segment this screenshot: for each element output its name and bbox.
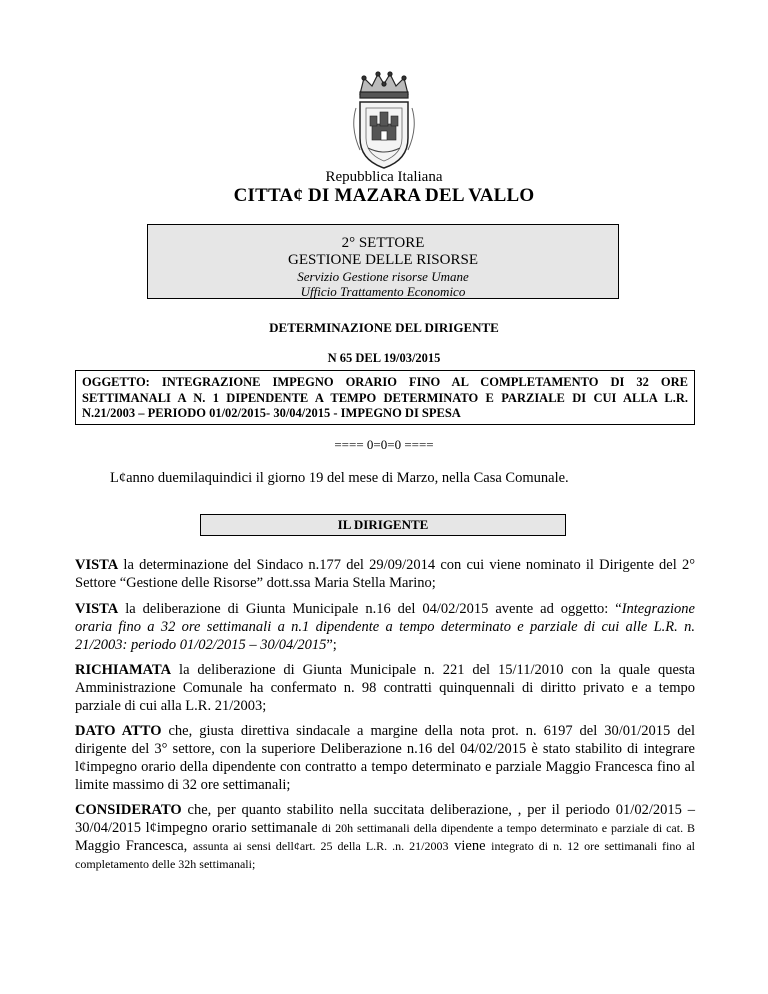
- paragraph-end: ”;: [326, 637, 337, 653]
- paragraph-considerato: [75, 801, 695, 873]
- paragraph-text: che, per quanto stabilito nella succitata deliberazione, , per il periodo 01/02/2015 – 30/04/2015 l¢impegno orario settimanale: [75, 802, 695, 836]
- paragraph-small-text: di 20h settimanali della dipendente a tempo determinato e parziale di cat. B: [321, 821, 695, 835]
- intro-text: L¢anno duemilaquindici il giorno 19 del mese di Marzo, nella Casa Comunale.: [110, 470, 569, 486]
- determination-title: DETERMINAZIONE DEL DIRIGENTE: [269, 320, 499, 335]
- paragraph-text: la deliberazione di Giunta Municipale n.16 del 04/02/2015 avente ad oggetto: “: [118, 601, 622, 617]
- director-heading: IL DIRIGENTE: [200, 514, 566, 536]
- sector-name: GESTIONE DELLE RISORSE: [288, 252, 478, 268]
- paragraph-text: Maggio Francesca,: [75, 838, 193, 854]
- separator: ==== 0=0=0 ====: [334, 437, 434, 452]
- sector-box: [147, 224, 619, 299]
- paragraph-text: la determinazione del Sindaco n.177 del 29/09/2014 con cui viene nominato il Dirigente del 2° Settore “Gestione delle Risorse” dott.ssa Maria Stella Marino;: [75, 557, 695, 591]
- paragraph-vista-2: [75, 600, 695, 654]
- city-title: CITTA¢ DI MAZARA DEL VALLO: [233, 185, 535, 206]
- service-name: Servizio Gestione risorse Umane: [297, 269, 469, 284]
- office-name: Ufficio Trattamento Economico: [300, 284, 466, 299]
- paragraph-lead: DATO ATTO: [75, 723, 162, 739]
- paragraph-lead: VISTA: [75, 557, 119, 573]
- paragraph-lead: VISTA: [75, 601, 119, 617]
- city-crest-emblem: [346, 68, 422, 172]
- paragraph-lead: RICHIAMATA: [75, 662, 172, 678]
- paragraph-text: che, giusta direttiva sindacale a margine della nota prot. n. 6197 del 30/01/2015 del dirigente del 3° settore, con la superiore Deliberazione n.16 del 04/02/2015 è stato stabilito di integrare l¢impegno orario della dipendente con contratto a tempo determinato e parziale Maggio Francesca fino al limite massimo di 32 ore settimanali;: [75, 723, 696, 793]
- determination-number: N 65 DEL 19/03/2015: [327, 351, 441, 365]
- sector-number: 2° SETTORE: [341, 235, 425, 251]
- paragraph-small-text: integrato di n. 12 ore settimanali fino al completamento delle 32h settimanali;: [75, 839, 696, 871]
- paragraph-dato-atto: [75, 722, 695, 794]
- paragraph-text: la deliberazione di Giunta Municipale n. 221 del 15/11/2010 con la quale questa Amministrazione Comunale ha confermato n. 98 contratti quinquennali di diritto privato e a tempo parziale di cui alla L.R. 21/2003;: [75, 662, 695, 714]
- paragraph-vista-1: [75, 556, 695, 592]
- subject-text: OGGETTO: INTEGRAZIONE IMPEGNO ORARIO FINO AL COMPLETAMENTO DI 32 ORE SETTIMANALI A N. 1 DIPENDENTE A TEMPO DETERMINATO E PARZIALE DI CUI ALLA L.R. N.21/2003 – PERIODO 01/02/2015- 30/04/2015 - IMPEGNO DI SPESA: [82, 375, 688, 420]
- paragraph-italic: Integrazione oraria fino a 32 ore settimanali a n.1 dipendente a tempo determinato e parziale di cui alle L.R. n. 21/2003: periodo 01/02/2015 – 30/04/2015: [75, 601, 695, 653]
- paragraph-small-text: assunta ai sensi dell¢art. 25 della L.R. .n. 21/2003: [192, 839, 449, 853]
- paragraph-richiamata: [75, 661, 695, 715]
- paragraph-lead: CONSIDERATO: [75, 802, 182, 818]
- paragraph-text: viene: [448, 838, 492, 854]
- subject-box: [75, 370, 695, 425]
- republic-label: Repubblica Italiana: [325, 169, 443, 185]
